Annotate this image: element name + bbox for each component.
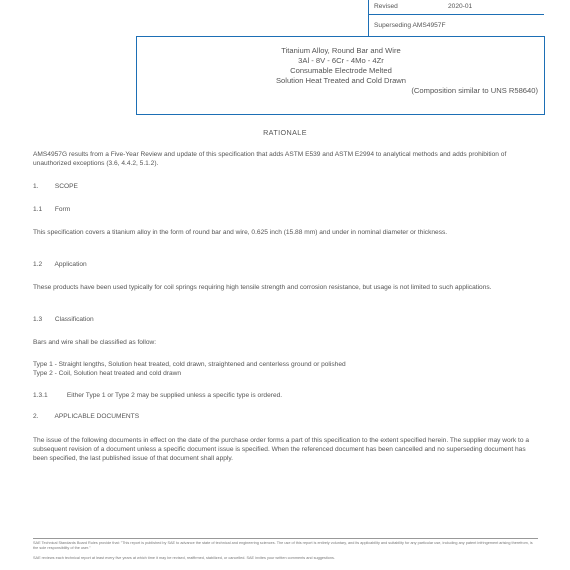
title-line-2: 3Al - 8V - 6Cr - 4Mo - 4Zr bbox=[298, 56, 384, 65]
type-2-text: Type 2 - Coil, Solution heat treated and cold drawn bbox=[33, 370, 182, 377]
section-number: 1.3.1 bbox=[33, 392, 48, 399]
section-number: 1.2 bbox=[33, 261, 43, 268]
section-1-3-heading bbox=[33, 316, 94, 323]
section-number: 1.1 bbox=[33, 206, 43, 213]
section-title: SCOPE bbox=[54, 183, 78, 190]
section-1-3-text: Bars and wire shall be classified as follow: bbox=[33, 339, 157, 346]
section-1-3-1-text: Either Type 1 or Type 2 may be supplied unless a specific type is ordered. bbox=[66, 392, 283, 399]
section-1-heading bbox=[33, 183, 78, 190]
footer-note-1: SAE Technical Standards Board Rules provide that: "This report is published by SAE to advance the state of technical and engineering sciences. The use of this report is entirely voluntary, and its applicability and suitability for any particular use, including any patent infringement arising therefrom, is the sole responsibility of the user." bbox=[33, 541, 533, 550]
section-title: Application bbox=[54, 261, 87, 268]
section-number: 1. bbox=[33, 183, 39, 190]
section-1-3-1 bbox=[33, 392, 282, 399]
section-2-heading bbox=[33, 413, 139, 420]
title-line-1: Titanium Alloy, Round Bar and Wire bbox=[281, 46, 401, 55]
section-number: 1.3 bbox=[33, 316, 43, 323]
header-divider bbox=[368, 14, 544, 15]
section-title: APPLICABLE DOCUMENTS bbox=[54, 413, 140, 420]
title-line-5: (Composition similar to UNS R58640) bbox=[411, 86, 538, 95]
section-1-1-text: This specification covers a titanium alloy in the form of round bar and wire, 0.625 inch (15.88 mm) and under in nominal diameter or thickness. bbox=[33, 229, 448, 236]
section-1-1-heading bbox=[33, 206, 70, 213]
header-meta-cell bbox=[368, 0, 544, 36]
section-title: Classification bbox=[54, 316, 94, 323]
title-line-4: Solution Heat Treated and Cold Drawn bbox=[275, 76, 406, 85]
title-line-3: Consumable Electrode Melted bbox=[290, 66, 392, 75]
type-1-text: Type 1 - Straight lengths, Solution heat treated, cold drawn, straightened and centerless ground or polished bbox=[33, 361, 346, 368]
section-2-text: The issue of the following documents in effect on the date of the purchase order forms a part of this specification to the extent specified herein. The supplier may work to a subsequent revision of a document unless a specific document issue is specified. When the referenced document has been cancelled and no superseding document has been specified, the last published issue of that document shall apply. bbox=[33, 437, 530, 462]
footer-rule bbox=[33, 538, 538, 539]
revised-label: Revised bbox=[374, 3, 398, 10]
rationale-heading: RATIONALE bbox=[263, 128, 307, 137]
rationale-text: AMS4957G results from a Five-Year Review and update of this specification that adds ASTM E539 and ASTM E2994 to analytical methods and adds prohibition of unauthorized exceptions (3.6, 4.4.2, 5.1.2). bbox=[33, 151, 507, 167]
revised-date: 2020-01 bbox=[448, 3, 473, 10]
section-number: 2. bbox=[33, 413, 39, 420]
section-1-2-heading bbox=[33, 261, 87, 268]
footer-note-2: SAE reviews each technical report at least every five years at which time it may be revised, reaffirmed, stabilized, or cancelled. SAE invites your written comments and suggestions. bbox=[33, 556, 335, 560]
superseding-text: Superseding AMS4957F bbox=[374, 22, 446, 29]
section-1-2-text: These products have been used typically for coil springs requiring high tensile strength and corrosion resistance, but usage is not limited to such applications. bbox=[33, 284, 492, 291]
header-title-cell bbox=[136, 0, 369, 36]
section-title: Form bbox=[54, 206, 71, 213]
